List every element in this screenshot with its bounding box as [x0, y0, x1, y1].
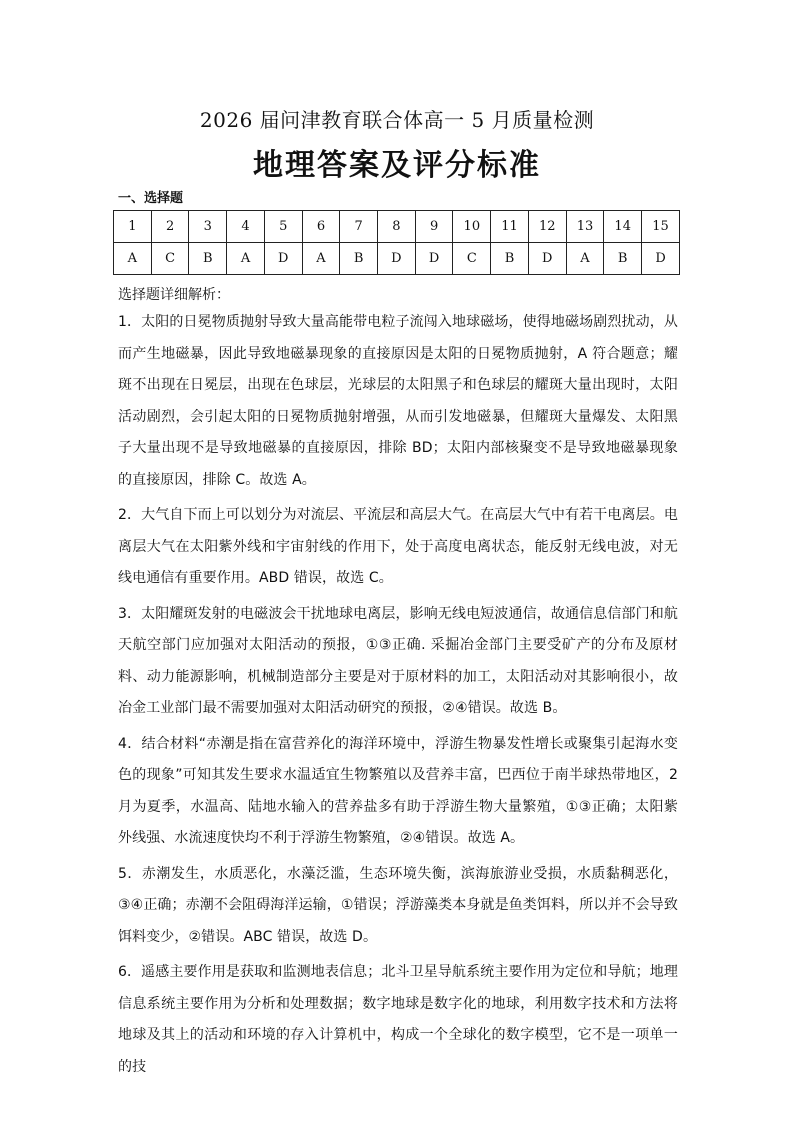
answer-cell: B: [340, 243, 378, 275]
detail-heading: 选择题详细解析：: [118, 287, 230, 303]
question-number-cell: 4: [227, 211, 265, 243]
answer-row: [114, 243, 680, 275]
explanation-paragraph-2: 2．大气自下而上可以划分为对流层、平流层和高层大气。在高层大气中有若干电离层。电离层大气在太阳紫外线和宇宙射线的作用下，处于高度电离状态，能反射无线电波，对无线电通信有重要作用。ABD 错误，故选 C。: [118, 507, 678, 586]
answer-cell: B: [604, 243, 642, 275]
answer-cell: C: [453, 243, 491, 275]
answer-table: [113, 210, 680, 275]
answer-cell: D: [642, 243, 680, 275]
answer-cell: D: [264, 243, 302, 275]
explanation-paragraph-3: 3．太阳耀斑发射的电磁波会干扰地球电离层，影响无线电短波通信，故通信息信部门和航天航空部门应加强对太阳活动的预报，①③正确. 采掘冶金部门主要受矿产的分布及原材料、动力能源影响，机械制造部分主要是对于原材料的加工，太阳活动对其影响很小，故冶金工业部门最不需要加强对太阳活动研究的预报，②④错误。故选 B。: [118, 605, 678, 716]
answer-cell: A: [302, 243, 340, 275]
explanation-body: [118, 307, 678, 1087]
answer-cell: D: [528, 243, 566, 275]
document-title: 2026 届问津教育联合体高一 5 月质量检测: [199, 108, 595, 132]
question-number-cell: 7: [340, 211, 378, 243]
question-number-row: [114, 211, 680, 243]
question-number-cell: 8: [378, 211, 416, 243]
question-number-cell: 3: [189, 211, 227, 243]
question-number-cell: 11: [491, 211, 529, 243]
question-number-cell: 13: [566, 211, 604, 243]
answer-cell: B: [189, 243, 227, 275]
question-number-cell: 1: [114, 211, 152, 243]
question-number-cell: 9: [415, 211, 453, 243]
question-number-cell: 14: [604, 211, 642, 243]
question-number-cell: 15: [642, 211, 680, 243]
section-heading-choice: 一、选择题: [118, 191, 184, 206]
explanation-paragraph-1: 1．太阳的日冕物质抛射导致大量高能带电粒子流闯入地球磁场，使得地磁场剧烈扰动，从而产生地磁暴，因此导致地磁暴现象的直接原因是太阳的日冕物质抛射，A 符合题意；耀斑不出现在日冕层，出现在色球层，光球层的太阳黑子和色球层的耀斑大量出现时，太阳活动剧烈，会引起太阳的日冕物质抛射增强，从而引发地磁暴，但耀斑大量爆发、太阳黑子大量出现不是导致地磁暴的直接原因，排除 BD；太阳内部核聚变不是导致地磁暴现象的直接原因，排除 C。故选 A。: [118, 314, 678, 488]
answer-cell: B: [491, 243, 529, 275]
answer-cell: D: [415, 243, 453, 275]
answer-cell: A: [566, 243, 604, 275]
question-number-cell: 2: [151, 211, 189, 243]
answer-cell: A: [227, 243, 265, 275]
answer-cell: D: [378, 243, 416, 275]
explanation-paragraph-4: 4．结合材料“赤潮是指在富营养化的海洋环境中，浮游生物暴发性增长或聚集引起海水变色的现象”可知其发生要求水温适宜生物繁殖以及营养丰富，巴西位于南半球热带地区，2 月为夏季，水温高、陆地水输入的营养盐多有助于浮游生物大量繁殖，①③正确；太阳紫外线强、水流速度快均不利于浮游生物繁殖，②④错误。故选 A。: [118, 735, 678, 846]
answer-cell: A: [114, 243, 152, 275]
answer-cell: C: [151, 243, 189, 275]
question-number-cell: 10: [453, 211, 491, 243]
question-number-cell: 12: [528, 211, 566, 243]
document-subtitle: 地理答案及评分标准: [253, 148, 541, 183]
question-number-cell: 5: [264, 211, 302, 243]
explanation-paragraph-5: 5．赤潮发生，水质恶化，水藻泛滥，生态环境失衡，滨海旅游业受损，水质黏稠恶化，③④正确；赤潮不会阻碍海洋运输，①错误；浮游藻类本身就是鱼类饵料，所以并不会导致饵料变少，②错误。ABC 错误，故选 D。: [118, 865, 678, 945]
explanation-paragraph-6: 6．遥感主要作用是获取和监测地表信息；北斗卫星导航系统主要作用为定位和导航；地理信息系统主要作用为分析和处理数据；数字地球是数字化的地球，利用数字技术和方法将地球及其上的活动和环境的存入计算机中，构成一个全球化的数字模型，它不是一项单一的技: [118, 964, 678, 1075]
question-number-cell: 6: [302, 211, 340, 243]
